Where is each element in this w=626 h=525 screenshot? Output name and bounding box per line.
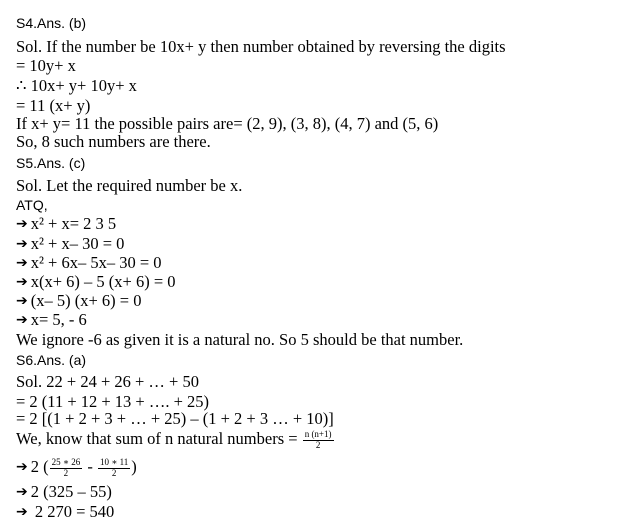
fraction-denominator: 2 <box>63 467 69 478</box>
arrow-icon: ➔ <box>16 459 28 476</box>
frac-suffix: ) <box>131 457 137 477</box>
answer-heading-s5: S5.Ans. (c) <box>16 155 86 171</box>
solution-line: ∴ 10x+ y+ 10y+ x <box>16 76 137 95</box>
step-text: x= 5, - 6 <box>30 310 87 329</box>
step-text: 2 (325 – 55) <box>30 482 112 501</box>
solution-line: = 2 (11 + 12 + 13 + …. + 25) <box>16 392 210 411</box>
step-text: x² + x– 30 = 0 <box>30 234 125 253</box>
solution-line: = 2 [(1 + 2 + 3 + … + 25) – (1 + 2 + 3 … + 10)] <box>16 409 334 428</box>
step-text: x² + 6x– 5x– 30 = 0 <box>30 253 162 272</box>
arrow-step <box>16 458 137 479</box>
frac-minus: - <box>83 457 97 477</box>
arrow-icon: ➔ <box>16 293 28 309</box>
arrow-step <box>16 236 124 253</box>
sum-formula-text: We, know that sum of n natural numbers = <box>16 429 302 449</box>
arrow-step <box>16 293 141 310</box>
fraction-two <box>98 458 130 479</box>
fraction-numerator: 10 ∗ 11 <box>99 457 129 467</box>
arrow-step <box>16 216 116 233</box>
answer-heading-s4: S4.Ans. (b) <box>16 15 87 31</box>
arrow-icon: ➔ <box>16 274 28 290</box>
arrow-icon: ➔ <box>16 312 28 328</box>
answer-heading-s6: S6.Ans. (a) <box>16 352 87 368</box>
arrow-step <box>16 312 87 329</box>
step-text: x(x+ 6) – 5 (x+ 6) = 0 <box>30 272 176 291</box>
arrow-icon: ➔ <box>16 255 28 271</box>
sum-formula-fraction <box>303 430 334 451</box>
solution-line: So, 8 such numbers are there. <box>16 132 211 151</box>
arrow-step <box>16 484 112 501</box>
solution-line: Sol. Let the required number be x. <box>16 176 243 195</box>
solution-line: Sol. 22 + 24 + 26 + … + 50 <box>16 372 199 391</box>
atq-label: ATQ, <box>16 197 48 213</box>
fraction-numerator: n (n+1) <box>304 429 332 439</box>
solution-line: If x+ y= 11 the possible pairs are= (2, 9), (3, 8), (4, 7) and (5, 6) <box>16 114 439 133</box>
fraction-numerator: 25 ∗ 26 <box>51 457 81 467</box>
solution-line: = 10y+ x <box>16 56 76 75</box>
frac-prefix: 2 ( <box>30 457 49 477</box>
arrow-icon: ➔ <box>16 216 28 232</box>
solution-line: = 11 (x+ y) <box>16 96 91 115</box>
arrow-step <box>16 255 162 272</box>
step-text: (x– 5) (x+ 6) = 0 <box>30 291 142 310</box>
step-text: x² + x= 2 3 5 <box>30 214 117 233</box>
solution-line: Sol. If the number be 10x+ y then number obtained by reversing the digits <box>16 37 506 56</box>
fraction-denominator: 2 <box>315 439 321 450</box>
sum-formula-line <box>16 430 335 451</box>
fraction-denominator: 2 <box>111 467 117 478</box>
arrow-icon: ➔ <box>16 236 28 252</box>
solution-line: We ignore -6 as given it is a natural no. So 5 should be that number. <box>16 330 464 349</box>
step-text: 2 270 = 540 <box>30 502 115 521</box>
fraction-one <box>50 458 83 479</box>
arrow-icon: ➔ <box>16 484 28 500</box>
arrow-step <box>16 274 176 291</box>
arrow-icon: ➔ <box>16 504 28 520</box>
arrow-step <box>16 504 114 521</box>
